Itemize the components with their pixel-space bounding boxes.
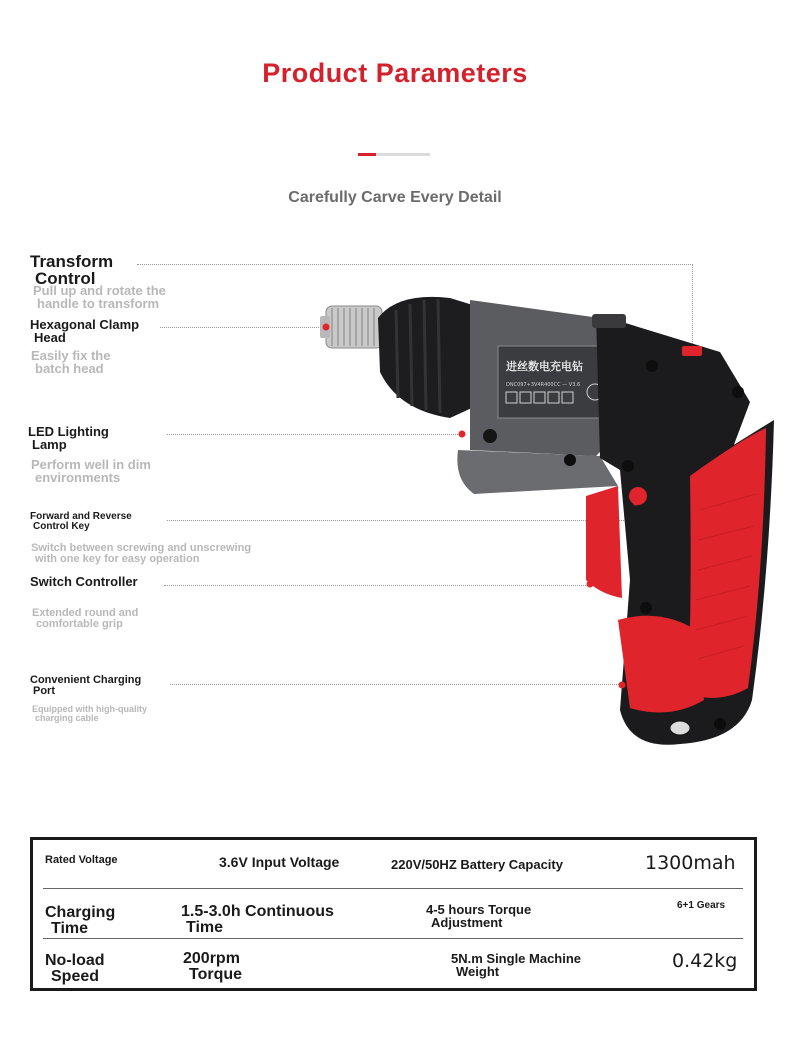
spec-torque-weight: 5N.m Single Machine Weight [451, 951, 582, 979]
spec-row-divider [43, 938, 743, 939]
feature-transform-title: Transform Control [30, 252, 114, 288]
spec-row-divider [43, 888, 743, 889]
feature-switch-controller-title: Switch Controller [30, 574, 138, 589]
title-divider-accent [358, 153, 376, 156]
spec-noload-speed-value: 200rpm Torque [183, 950, 243, 983]
spec-charging-time-value: 1.5-3.0h Continuous Time [181, 903, 334, 936]
spec-torque-adjustment: 6+1 Gears [677, 900, 726, 911]
led-lamp [483, 429, 497, 443]
page-title: Product Parameters [262, 58, 528, 88]
spec-machine-weight-value: 0.42kg [672, 950, 738, 972]
spec-input-voltage: 3.6V Input Voltage [219, 854, 340, 870]
spec-charging-time-label: Charging Time [45, 904, 116, 937]
spec-noload-speed-label: No-load Speed [45, 952, 105, 985]
tool-label-model: DNC097+3V4R400CC — V3.6 [506, 382, 581, 388]
leader-line-clamp [160, 327, 323, 328]
charging-port-cap [618, 616, 704, 713]
feature-switch-controller-desc: Extended round and comfortable grip [32, 607, 139, 630]
feature-transform-desc: Pull up and rotate the handle to transform [33, 283, 166, 311]
feature-clamp-title: Hexagonal Clamp Head [30, 317, 140, 345]
feature-led-title: LED Lighting Lamp [28, 424, 109, 452]
spec-rated-voltage-label: Rated Voltage [45, 854, 118, 866]
screwdriver-illustration [300, 280, 790, 770]
feature-charging-desc: Equipped with high-quality charging cable [32, 704, 147, 723]
spec-battery-capacity-value: 1300mah [645, 852, 736, 874]
feature-switch-key-desc: Switch between screwing and unscrewing with one key for easy operation [31, 542, 252, 565]
leader-line-transform [137, 264, 693, 265]
page-subtitle: Carefully Carve Every Detail [288, 189, 502, 206]
spec-continuous-time: 4-5 hours Torque Adjustment [426, 902, 532, 930]
spec-battery-capacity-label: 220V/50HZ Battery Capacity [391, 857, 563, 872]
feature-switch-key-title: Forward and Reverse Control Key [30, 511, 132, 532]
tool-label-name: 进丝数电充电钻 [506, 360, 583, 373]
feature-led-desc: Perform well in dim environments [31, 457, 151, 485]
feature-clamp-desc: Easily fix the batch head [31, 348, 111, 376]
feature-charging-title: Convenient Charging Port [30, 674, 142, 697]
